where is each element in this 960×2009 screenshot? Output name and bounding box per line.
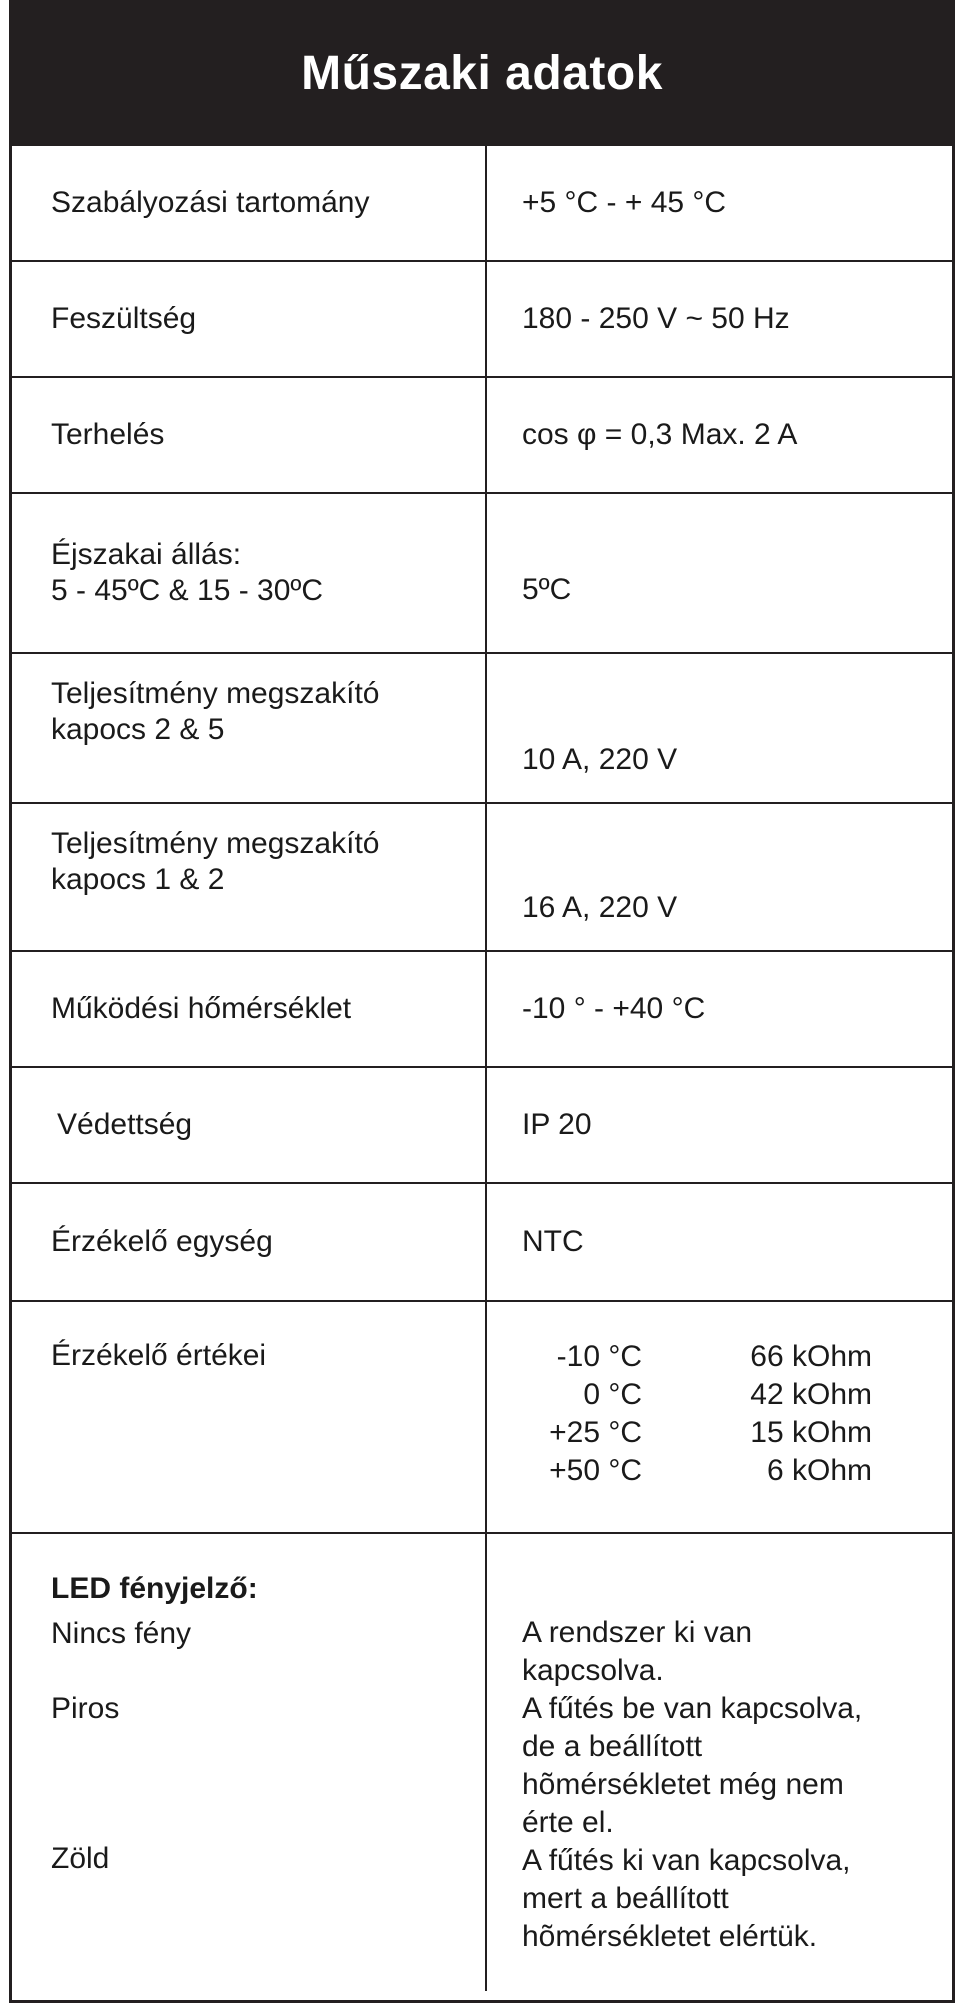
spec-value: -10 ° - +40 °C — [522, 992, 706, 1025]
spec-value: 10 A, 220 V — [522, 743, 678, 776]
page-title: Műszaki adatok — [12, 3, 952, 144]
spec-row-breaker-2-5 — [12, 652, 952, 802]
led-description-line: A fűtés ki van kapcsolva, — [522, 1844, 851, 1877]
spec-label-text: 5 - 45ºC & 15 - 30ºC — [51, 574, 324, 607]
led-item-green: Zöld — [51, 1842, 110, 1875]
spec-value: +5 °C - + 45 °C — [522, 186, 727, 219]
spec-label — [12, 494, 487, 652]
spec-row-control-range — [12, 144, 952, 260]
spec-label-text: Feszültség — [51, 302, 197, 335]
spec-value: cos φ = 0,3 Max. 2 A — [522, 418, 798, 451]
spec-row-sensor-unit — [12, 1182, 952, 1300]
sensor-temp: +25 °C — [549, 1416, 642, 1449]
led-description-line: A fűtés be van kapcsolva, — [522, 1692, 863, 1725]
spec-label-text: Védettség — [57, 1108, 193, 1141]
spec-label-text: Terhelés — [51, 418, 165, 451]
spec-value: NTC — [522, 1225, 584, 1258]
spec-label-text: Teljesítmény megszakító — [51, 827, 380, 860]
led-labels — [12, 1534, 487, 1991]
spec-label — [12, 1302, 487, 1532]
sensor-resistance: 15 kOhm — [750, 1416, 872, 1449]
led-description-line: de a beállított — [522, 1730, 703, 1763]
sensor-values-table — [487, 1302, 952, 1532]
sensor-temp: 0 °C — [583, 1378, 642, 1411]
spec-label-text: Teljesítmény megszakító — [51, 677, 380, 710]
led-item-red: Piros — [51, 1692, 120, 1725]
spec-label — [12, 146, 487, 260]
sensor-resistance: 42 kOhm — [750, 1378, 872, 1411]
led-description-line: hõmérsékletet elértük. — [522, 1920, 818, 1953]
spec-value: 16 A, 220 V — [522, 891, 678, 924]
spec-label-text: Éjszakai állás: — [51, 538, 242, 571]
sensor-resistance: 66 kOhm — [750, 1340, 872, 1373]
spec-label-text: Érzékelő egység — [51, 1225, 273, 1258]
spec-value: 5ºC — [522, 573, 572, 606]
spec-label — [12, 1068, 487, 1182]
spec-label-text: Érzékelő értékei — [51, 1339, 267, 1372]
led-item-no-light: Nincs fény — [51, 1617, 192, 1650]
sensor-temp: -10 °C — [556, 1340, 642, 1373]
spec-row-voltage — [12, 260, 952, 376]
spec-row-night-mode — [12, 492, 952, 652]
spec-label-text: kapocs 1 & 2 — [51, 863, 225, 896]
spec-label — [12, 654, 487, 802]
sensor-temp: +50 °C — [549, 1454, 642, 1487]
led-title: LED fényjelző: — [51, 1572, 258, 1605]
sensor-resistance: 6 kOhm — [766, 1454, 872, 1487]
spec-label — [12, 262, 487, 376]
spec-label — [12, 952, 487, 1066]
spec-value: IP 20 — [522, 1108, 592, 1141]
spec-row-protection — [12, 1066, 952, 1182]
spec-row-breaker-1-2 — [12, 802, 952, 950]
led-descriptions — [487, 1534, 952, 1991]
spec-row-led-indicator — [12, 1532, 952, 1991]
spec-value: 180 - 250 V ~ 50 Hz — [522, 302, 790, 335]
led-description-line: kapcsolva. — [522, 1654, 664, 1687]
led-description-line: mert a beállított — [522, 1882, 729, 1915]
spec-row-operating-temp — [12, 950, 952, 1066]
spec-label — [12, 378, 487, 492]
spec-label-text: Működési hőmérséklet — [51, 992, 352, 1025]
led-description-line: érte el. — [522, 1806, 614, 1839]
spec-label-text: Szabályozási tartomány — [51, 186, 370, 219]
spec-label — [12, 804, 487, 950]
spec-label-text: kapocs 2 & 5 — [51, 713, 225, 746]
spec-row-load — [12, 376, 952, 492]
spec-table — [9, 0, 955, 2003]
led-description-line: A rendszer ki van — [522, 1616, 753, 1649]
spec-label — [12, 1184, 487, 1300]
led-description-line: hõmérsékletet még nem — [522, 1768, 844, 1801]
spec-row-sensor-values — [12, 1300, 952, 1532]
